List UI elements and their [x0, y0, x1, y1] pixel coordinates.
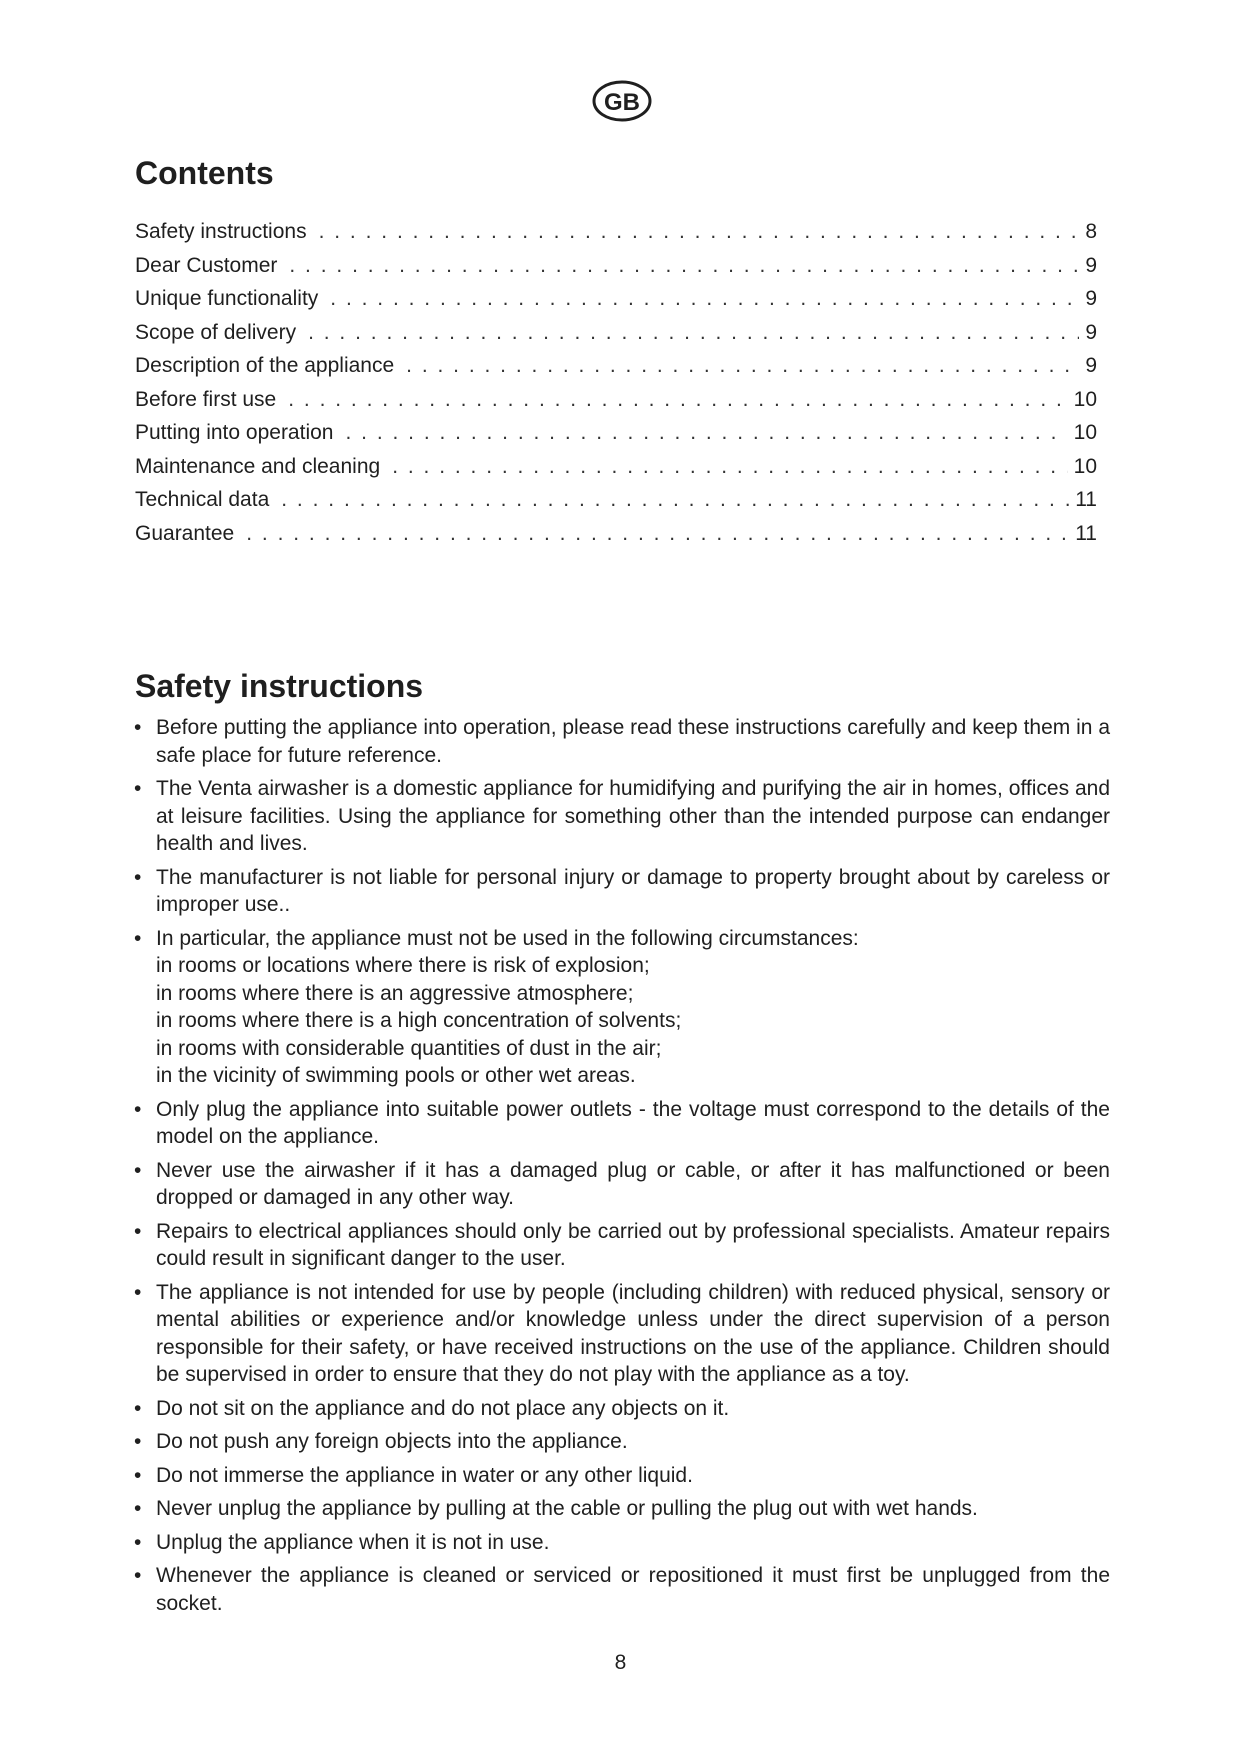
toc-entry-page: 11	[1075, 521, 1097, 545]
toc-entry-page: 9	[1085, 253, 1097, 277]
list-item	[132, 1562, 1110, 1617]
list-item-text: Only plug the appliance into suitable power outlets - the voltage must correspond to the details of the model on the appliance.	[156, 1097, 1110, 1148]
toc-entry[interactable]	[135, 215, 1097, 249]
list-item	[132, 1218, 1110, 1273]
bullet-icon: •	[134, 1396, 142, 1420]
bullet-icon: •	[134, 1497, 142, 1520]
toc-entry[interactable]	[135, 517, 1097, 551]
toc-entry-label: Scope of delivery	[135, 320, 297, 344]
list-item	[132, 925, 1110, 1090]
toc-entry-label: Before first use	[135, 387, 277, 411]
toc-leader-dots	[406, 349, 1079, 383]
country-badge-icon	[592, 80, 652, 122]
list-item	[132, 1096, 1110, 1151]
list-item	[132, 1279, 1110, 1389]
toc-entry-page: 9	[1085, 320, 1097, 344]
toc-entry-page: 9	[1085, 287, 1097, 310]
toc-leader-dots	[330, 282, 1079, 316]
bullet-icon: •	[134, 1564, 142, 1587]
bullet-icon: •	[134, 777, 142, 800]
circumstance-item: in rooms where there is a high concentration of solvents;	[156, 1009, 682, 1032]
bullet-icon: •	[134, 716, 142, 739]
list-item-text: Whenever the appliance is cleaned or serviced or repositioned it must first be unplugged from the socket.	[156, 1564, 1110, 1615]
toc-entry-label: Unique functionality	[135, 287, 319, 310]
toc-leader-dots	[289, 249, 1079, 283]
circumstance-item: in rooms where there is an aggressive atmosphere;	[156, 981, 634, 1005]
toc-entry-page: 10	[1073, 454, 1097, 478]
list-item	[132, 1395, 1110, 1423]
bullet-icon: •	[134, 1530, 142, 1554]
toc-entry-label: Technical data	[135, 488, 270, 511]
list-item-text: In particular, the appliance must not be used in the following circumstances:	[156, 926, 859, 950]
safety-instructions-list	[132, 714, 1110, 1623]
toc-entry[interactable]	[135, 483, 1097, 517]
list-item-text: Do not push any foreign objects into the appliance.	[156, 1430, 628, 1453]
toc-entry[interactable]	[135, 450, 1097, 484]
list-item	[132, 714, 1110, 769]
toc-entry-label: Guarantee	[135, 521, 235, 545]
toc-leader-dots	[345, 416, 1067, 450]
list-item	[132, 1529, 1110, 1557]
bullet-icon: •	[134, 1430, 142, 1453]
list-item	[132, 864, 1110, 919]
bullet-icon: •	[134, 865, 142, 889]
list-item-text: The Venta airwasher is a domestic appliance for humidifying and purifying the air in homes, offices and at leisure facilities. Using the appliance for something other than the intended purpose can endanger health and lives.	[156, 777, 1110, 855]
bullet-icon: •	[134, 1280, 142, 1304]
toc-leader-dots	[308, 316, 1079, 350]
toc-leader-dots	[288, 383, 1067, 417]
list-item-text: Do not immerse the appliance in water or any other liquid.	[156, 1463, 693, 1487]
bullet-icon: •	[134, 1097, 142, 1121]
toc-leader-dots	[319, 215, 1080, 249]
bullet-icon: •	[134, 1219, 142, 1243]
list-item	[132, 1495, 1110, 1523]
toc-entry-label: Maintenance and cleaning	[135, 454, 381, 478]
page-number: 8	[614, 1651, 627, 1674]
toc-leader-dots	[281, 483, 1069, 517]
list-item-text: Do not sit on the appliance and do not place any objects on it.	[156, 1396, 730, 1420]
toc-entry[interactable]	[135, 249, 1097, 283]
list-item	[132, 1157, 1110, 1212]
bullet-icon: •	[134, 1463, 142, 1487]
toc-entry[interactable]	[135, 349, 1097, 383]
circumstance-item: in the vicinity of swimming pools or other wet areas.	[156, 1064, 636, 1087]
toc-entry-label: Description of the appliance	[135, 354, 395, 377]
list-item-text: Before putting the appliance into operation, please read these instructions carefully and keep them in a safe place for future reference.	[156, 716, 1110, 767]
list-item	[132, 1462, 1110, 1490]
toc-entry-page: 8	[1085, 220, 1097, 243]
toc-entry-label: Putting into operation	[135, 421, 334, 444]
country-badge-text: GB	[604, 89, 640, 116]
bullet-icon: •	[134, 1158, 142, 1182]
toc-entry-label: Safety instructions	[135, 220, 307, 243]
list-item	[132, 1428, 1110, 1456]
toc-entry-page: 9	[1085, 354, 1097, 377]
circumstance-item: in rooms with considerable quantities of dust in the air;	[156, 1036, 662, 1060]
table-of-contents	[135, 215, 1097, 550]
circumstance-item: in rooms or locations where there is risk of explosion;	[156, 954, 650, 977]
list-item	[132, 775, 1110, 858]
toc-entry-page: 10	[1073, 387, 1097, 411]
toc-entry[interactable]	[135, 416, 1097, 450]
toc-leader-dots	[392, 450, 1067, 484]
toc-entry[interactable]	[135, 383, 1097, 417]
toc-entry-page: 10	[1073, 421, 1097, 444]
bullet-icon: •	[134, 926, 142, 950]
toc-entry-label: Dear Customer	[135, 253, 278, 277]
toc-entry[interactable]	[135, 282, 1097, 316]
list-item-text: The manufacturer is not liable for personal injury or damage to property brought about by careless or improper use..	[156, 865, 1110, 916]
list-item-text: Unplug the appliance when it is not in use.	[156, 1530, 550, 1554]
toc-entry-page: 11	[1075, 488, 1097, 511]
toc-leader-dots	[246, 517, 1069, 551]
list-item-text: The appliance is not intended for use by people (including children) with reduced physical, sensory or mental abilities or experience and/or knowledge unless under the direct supervision of a person responsible for their safety, or have received instructions on the use of the appliance. Children should be supervised in order to ensure that they do not play with the appliance as a toy.	[156, 1280, 1110, 1386]
list-item-text: Repairs to electrical appliances should only be carried out by professional specialists. Amateur repairs could result in significant danger to the user.	[156, 1219, 1110, 1270]
list-item-text: Never use the airwasher if it has a damaged plug or cable, or after it has malfunctioned or been dropped or damaged in any other way.	[156, 1158, 1110, 1209]
toc-entry[interactable]	[135, 316, 1097, 350]
safety-instructions-heading: Safety instructions	[135, 668, 424, 704]
contents-heading: Contents	[135, 155, 274, 191]
list-item-text: Never unplug the appliance by pulling at the cable or pulling the plug out with wet hands.	[156, 1497, 978, 1520]
